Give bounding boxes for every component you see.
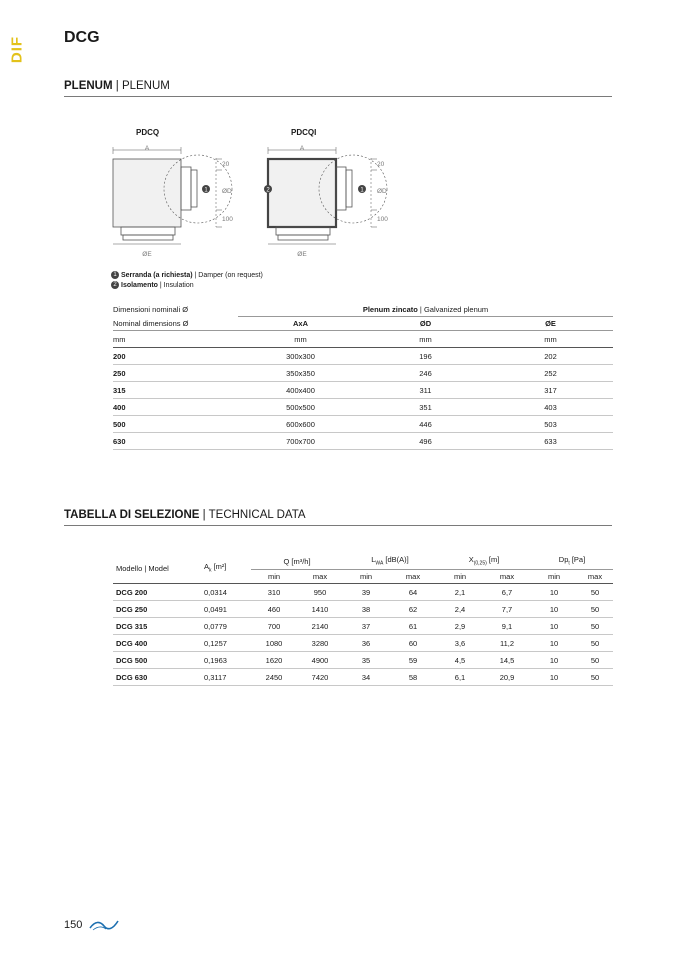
table-cell: 350x350 [238,365,363,382]
table-cell: 10 [531,669,577,686]
page-title: DCG [64,29,100,46]
table-cell: 2,1 [437,584,483,601]
table1-col-axa: AxA [238,317,363,331]
table2-x-sub: (0,25) [473,560,487,567]
table-cell: 38 [343,601,389,618]
table2-minmax: max [389,570,437,584]
table-cell: 7420 [297,669,343,686]
table2-minmax: max [577,570,613,584]
section-plenum-bold: PLENUM [64,80,113,92]
legend-rest-2: | Insulation [157,282,194,289]
table-cell: 6,7 [483,584,531,601]
dim-a-right: A [299,145,305,152]
table-cell: 460 [251,601,297,618]
table-cell: 0,3117 [201,669,251,686]
legend-bold-1: Serranda (a richiesta) [121,272,193,279]
table-cell: 446 [363,416,488,433]
table2-header-x [437,553,531,570]
table1-unit: mm [488,331,613,348]
table2-lwa-sub: WA [375,560,384,567]
table-cell: 50 [577,652,613,669]
table-cell: 252 [488,365,613,382]
table-row [113,365,613,382]
table-cell: 500 [113,416,238,433]
diagram-pdcq [113,147,232,244]
table2-ak-main: A [204,562,210,572]
table-cell: 4,5 [437,652,483,669]
table2-minmax: min [343,570,389,584]
table-cell: 2,9 [437,618,483,635]
table2-x-unit: [m] [486,555,500,565]
table-cell: 311 [363,382,488,399]
table-cell: 246 [363,365,488,382]
table-cell: 400x400 [238,382,363,399]
table-cell: 50 [577,618,613,635]
table-cell: 0,0491 [201,601,251,618]
table-row [113,416,613,433]
plenum-diagrams [0,0,678,270]
table-row [113,433,613,450]
table2-lwa-unit: [dB(A)] [383,555,409,565]
table1-unit: mm [113,331,238,348]
table2-minmax: max [483,570,531,584]
table-cell: 1410 [297,601,343,618]
plenum-dimensions-table [113,302,613,450]
table-cell: 9,1 [483,618,531,635]
table-cell: 630 [113,433,238,450]
diagram-pdcqi [268,147,387,244]
legend-number-2: 2 [111,281,119,289]
table-cell: 10 [531,652,577,669]
section-technical-data-rest: | TECHNICAL DATA [199,509,306,521]
table-cell: DCG 315 [113,618,201,635]
table1-column-header-row [113,317,613,331]
diagram-label-pdcq: PDCQ [136,128,160,137]
table-cell: 317 [488,382,613,399]
table-cell: 3280 [297,635,343,652]
dim-d-right: ØD [377,188,387,195]
table-cell: 700x700 [238,433,363,450]
table2-ak-unit: [m²] [211,562,227,572]
table-cell: 61 [389,618,437,635]
table-cell: 500x500 [238,399,363,416]
table-cell: 50 [577,669,613,686]
table-cell: 4900 [297,652,343,669]
table-cell: 315 [113,382,238,399]
technical-data-table [113,553,613,686]
dim-a-left: A [144,145,150,152]
table-row [113,618,613,635]
table-row [113,399,613,416]
table-cell: 10 [531,635,577,652]
legend-item-1 [111,271,263,281]
table1-group-header-row [113,302,613,317]
table-cell: 50 [577,635,613,652]
table-cell: 7,7 [483,601,531,618]
table-cell: 34 [343,669,389,686]
table-cell: 0,0314 [201,584,251,601]
table-cell: 0,0779 [201,618,251,635]
table2-ak-sub: k [209,567,212,574]
table-cell: 200 [113,348,238,365]
table-row [113,382,613,399]
table1-group-rest: | Galvanized plenum [417,304,489,314]
table1-header-nominal-it: Dimensioni nominali Ø [113,304,189,314]
table-cell: 10 [531,601,577,618]
dim-d-left: ØD [222,188,232,195]
table2-x-main: X [468,555,474,565]
marker-1b-text: 1 [360,187,364,194]
wave-logo-icon [89,918,119,932]
legend-number-1: 1 [111,271,119,279]
table-cell: 64 [389,584,437,601]
table-cell: 6,1 [437,669,483,686]
table-cell: DCG 500 [113,652,201,669]
table-cell: 0,1257 [201,635,251,652]
dim-20-right: 20 [377,161,385,168]
table-cell: 62 [389,601,437,618]
dim-100-left: 100 [222,216,233,223]
table-row [113,635,613,652]
table-cell: DCG 630 [113,669,201,686]
table2-header-dp [531,553,613,570]
legend-rest-1: | Damper (on request) [192,272,263,279]
table-row [113,584,613,601]
table2-minmax: min [437,570,483,584]
marker-2-text: 2 [266,187,270,194]
table-cell: 50 [577,601,613,618]
table1-header-nominal-en: Nominal dimensions Ø [113,317,238,331]
table-row [113,601,613,618]
table-cell: 2,4 [437,601,483,618]
table2-dp-unit: [Pa] [569,555,586,565]
legend-item-2 [111,281,194,291]
table-cell: 403 [488,399,613,416]
table-cell: 1620 [251,652,297,669]
table-cell: 300x300 [238,348,363,365]
table2-header-model: Modello | Model [113,553,201,584]
table-cell: 351 [363,399,488,416]
table1-col-e: ØE [488,317,613,331]
table-cell: 37 [343,618,389,635]
table1-col-d: ØD [363,317,488,331]
table-cell: 503 [488,416,613,433]
table2-lwa-main: L [371,555,376,565]
table-cell: 310 [251,584,297,601]
table-cell: 0,1963 [201,652,251,669]
table-cell: 10 [531,584,577,601]
table-cell: 14,5 [483,652,531,669]
table-cell: 250 [113,365,238,382]
table2-dp-sub: t [568,560,570,567]
table-cell: 58 [389,669,437,686]
section-technical-data-heading [64,509,612,526]
table-cell: 3,6 [437,635,483,652]
table-cell: 950 [297,584,343,601]
dim-e-left: ØE [142,251,152,258]
diagram-label-pdcqi: PDCQI [291,128,317,137]
table-cell: 39 [343,584,389,601]
table2-dp-main: Dp [558,555,569,565]
section-technical-data-bold: TABELLA DI SELEZIONE [64,509,200,521]
table1-unit: mm [363,331,488,348]
table-cell: 600x600 [238,416,363,433]
table2-minmax: min [531,570,577,584]
table-cell: 2450 [251,669,297,686]
table-cell: 50 [577,584,613,601]
table-cell: 496 [363,433,488,450]
marker-1-text: 1 [204,187,208,194]
table-cell: 2140 [297,618,343,635]
table-cell: 1080 [251,635,297,652]
table-cell: 700 [251,618,297,635]
table-cell: 36 [343,635,389,652]
table1-unit: mm [238,331,363,348]
section-plenum-rest: | PLENUM [112,80,170,92]
table-cell: 10 [531,618,577,635]
table-cell: DCG 400 [113,635,201,652]
table-cell: DCG 200 [113,584,201,601]
table-cell: 20,9 [483,669,531,686]
dim-20-left: 20 [222,161,230,168]
table-cell: 400 [113,399,238,416]
table2-header-row [113,553,613,570]
side-tab-label: DIF [8,35,26,64]
legend-bold-2: Isolamento [121,282,158,289]
table2-header-ak [201,553,251,584]
table1-units-row [113,331,613,348]
table-cell: 35 [343,652,389,669]
table2-minmax: min [251,570,297,584]
table-cell: 59 [389,652,437,669]
table-cell: 202 [488,348,613,365]
dim-100-right: 100 [377,216,388,223]
table-cell: DCG 250 [113,601,201,618]
table-cell: 196 [363,348,488,365]
table-cell: 11,2 [483,635,531,652]
table-row [113,652,613,669]
table2-header-lwa [343,553,437,570]
table-row [113,669,613,686]
dim-e-right: ØE [297,251,307,258]
table2-header-q: Q [m³/h] [251,553,343,570]
table-cell: 60 [389,635,437,652]
table2-minmax: max [297,570,343,584]
table-row [113,348,613,365]
table-cell: 633 [488,433,613,450]
table1-group-header [238,302,613,317]
table1-group-bold: Plenum zincato [362,304,418,314]
page-number: 150 [64,919,83,931]
